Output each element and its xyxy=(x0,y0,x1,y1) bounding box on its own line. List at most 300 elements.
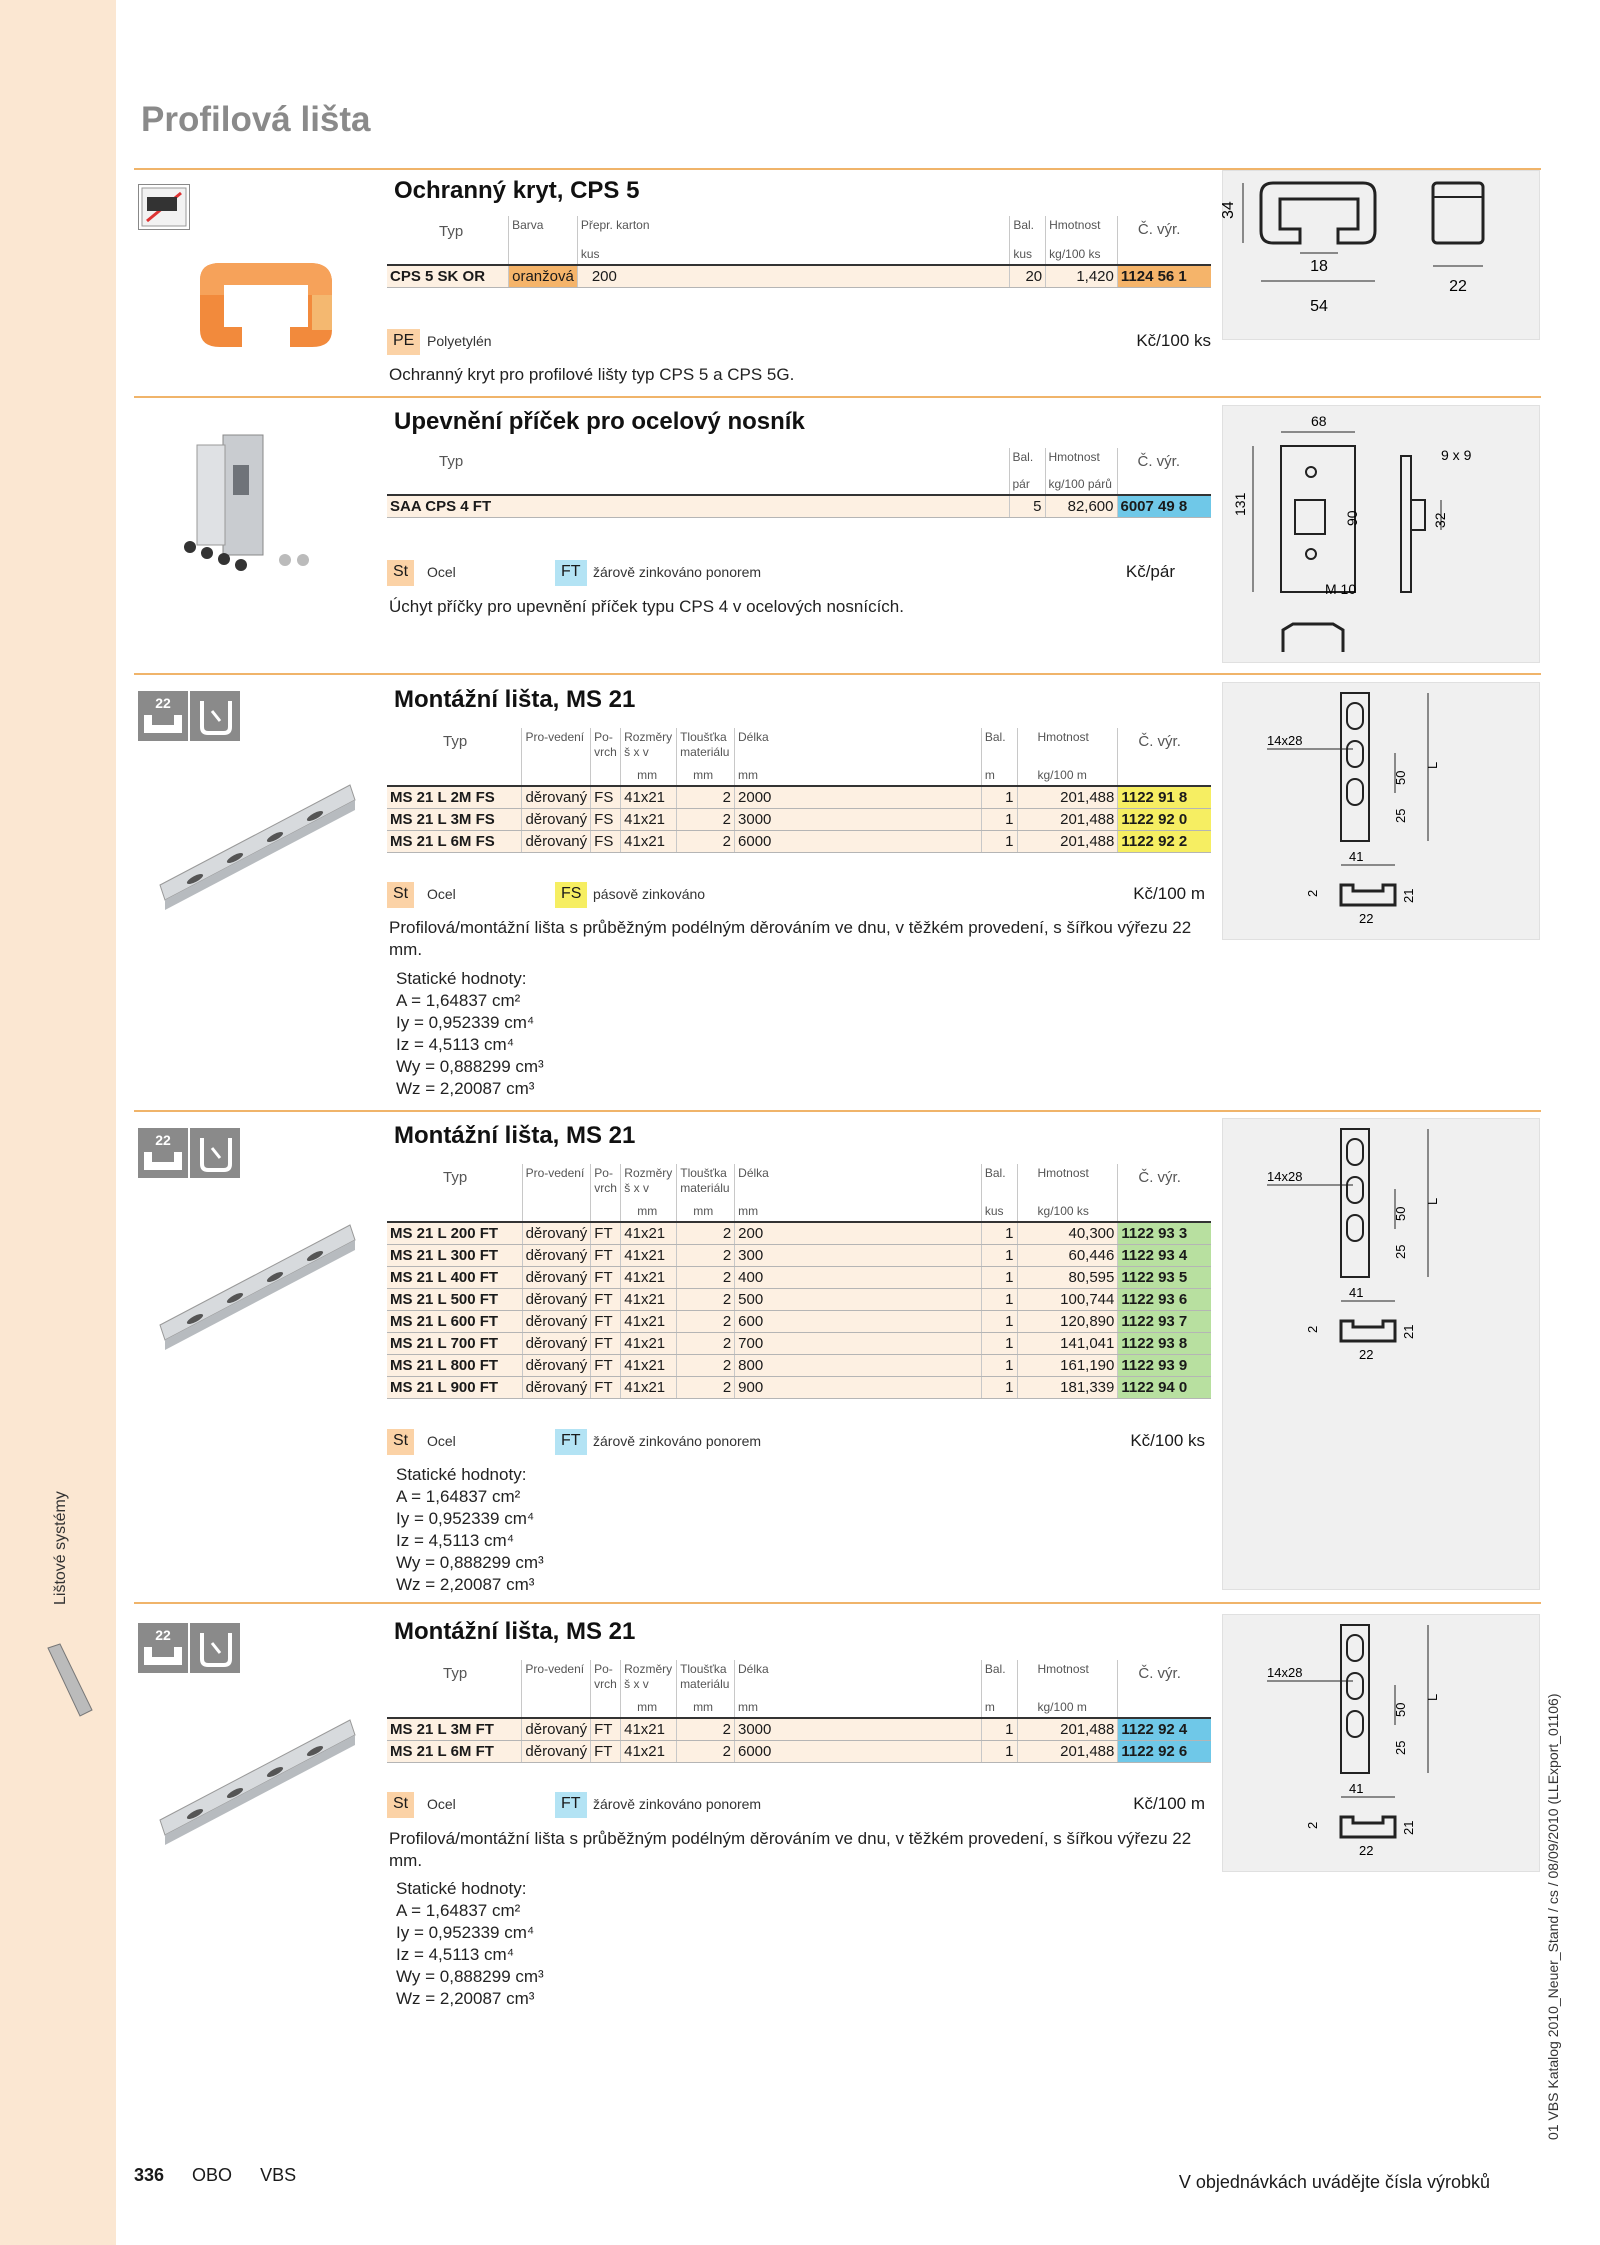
description: Profilová/montážní lišta s průběžným podélným děrováním ve dnu, v těžkém provedení, s šířkou výřezu 22 mm. xyxy=(389,918,1192,959)
product-photo-rail xyxy=(150,1215,360,1355)
cell-provedeni: děrovaný xyxy=(522,1740,591,1762)
cell-cislo: 1122 93 8 xyxy=(1118,1332,1211,1354)
col-header: Tloušťka materiálu xyxy=(677,1164,735,1198)
cell-typ: MS 21 L 3M FS xyxy=(387,808,522,830)
cell-delka: 3000 xyxy=(734,1718,981,1740)
static-values xyxy=(396,968,544,1100)
cell-rozmery: 41x21 xyxy=(621,1222,677,1244)
cell-hmotnost: 201,488 xyxy=(1017,1718,1118,1740)
col-header: Rozměry š x v xyxy=(621,1660,677,1694)
cell-delka: 400 xyxy=(735,1266,982,1288)
cell-rozmery: 41x21 xyxy=(621,1332,677,1354)
cell-typ: MS 21 L 400 FT xyxy=(387,1266,522,1288)
cell-hmotnost: 120,890 xyxy=(1017,1310,1118,1332)
col-header: Pro-vedení xyxy=(522,1164,591,1198)
cell-rozmery: 41x21 xyxy=(621,1244,677,1266)
cell-rozmery: 41x21 xyxy=(621,1310,677,1332)
dim-label: 9 x 9 xyxy=(1441,447,1472,463)
icon-label: 22 xyxy=(155,1627,171,1643)
col-header: Typ xyxy=(439,223,464,240)
cell-tloustka: 2 xyxy=(677,1718,735,1740)
cell-typ: MS 21 L 300 FT xyxy=(387,1244,522,1266)
cell-povrch: FT xyxy=(591,1354,621,1376)
unit-label: mm xyxy=(677,762,735,786)
finish-code: FT xyxy=(555,560,587,586)
cell-hmotnost: 1,420 xyxy=(1046,265,1118,287)
static-value: A = 1,64837 cm² xyxy=(396,1487,521,1506)
col-header: Typ xyxy=(439,453,464,470)
cell-typ: MS 21 L 500 FT xyxy=(387,1288,522,1310)
cell-cislo: 1122 93 4 xyxy=(1118,1244,1211,1266)
unit-label: mm xyxy=(621,1198,677,1222)
finish-name: pásově zinkováno xyxy=(593,886,706,902)
dim-label: 90 xyxy=(1344,510,1360,526)
cell-tloustka: 2 xyxy=(677,1222,735,1244)
finish-name: žárově zinkováno ponorem xyxy=(593,564,762,580)
cell-cislo: 1122 93 5 xyxy=(1118,1266,1211,1288)
table-row xyxy=(387,265,1211,287)
description: Ochranný kryt pro profilové lišty typ CPS 5 a CPS 5G. xyxy=(389,365,795,384)
cell-rozmery: 41x21 xyxy=(621,1354,677,1376)
cell-karton: 200 xyxy=(577,265,1009,287)
cell-provedeni: děrovaný xyxy=(522,1222,591,1244)
section-title: Upevnění příček pro ocelový nosník xyxy=(394,408,805,435)
finish-name: žárově zinkováno ponorem xyxy=(593,1796,762,1812)
col-header: Po-vrch xyxy=(591,1660,621,1694)
cell-tloustka: 2 xyxy=(677,1376,735,1398)
left-color-strip xyxy=(0,0,116,2245)
cell-rozmery: 41x21 xyxy=(621,808,677,830)
product-table xyxy=(387,216,1211,288)
price-unit: Kč/100 ks xyxy=(1130,1431,1205,1450)
table-row xyxy=(387,786,1211,808)
cell-delka: 2000 xyxy=(735,786,982,808)
static-value: Iz = 4,5113 cm⁴ xyxy=(396,1531,515,1550)
col-header: Bal. xyxy=(981,1660,1017,1694)
dim-label: 25 xyxy=(1393,1740,1408,1755)
dim-label: 50 xyxy=(1393,1702,1408,1717)
section-separator xyxy=(134,1110,1541,1112)
table-row xyxy=(387,830,1211,852)
cell-cislo: 1122 92 4 xyxy=(1118,1718,1211,1740)
static-values xyxy=(396,1878,544,2010)
dim-label: 41 xyxy=(1349,1781,1364,1796)
static-value: Wz = 2,20087 cm³ xyxy=(396,1575,535,1594)
cell-provedeni: děrovaný xyxy=(522,786,591,808)
dim-label: 41 xyxy=(1349,849,1364,864)
static-value: Wz = 2,20087 cm³ xyxy=(396,1989,535,2008)
cell-rozmery: 41x21 xyxy=(621,830,677,852)
cell-hmotnost: 201,488 xyxy=(1017,808,1118,830)
col-header: Tloušťka materiálu xyxy=(677,1660,735,1694)
static-value: Wy = 0,888299 cm³ xyxy=(396,1967,544,1986)
cell-povrch: FT xyxy=(591,1266,621,1288)
cell-typ: MS 21 L 900 FT xyxy=(387,1376,522,1398)
section-separator xyxy=(134,673,1541,675)
col-header: Bal. xyxy=(1010,216,1046,241)
product-photo-cps5 xyxy=(190,255,340,365)
dim-label: 25 xyxy=(1393,808,1408,823)
cell-bal: 1 xyxy=(981,1376,1017,1398)
col-header: Tloušťka materiálu xyxy=(677,728,735,762)
cell-bal: 1 xyxy=(981,1310,1017,1332)
col-header: Typ xyxy=(443,1169,468,1186)
col-header: Barva xyxy=(509,216,578,241)
cell-tloustka: 2 xyxy=(677,830,735,852)
cell-bal: 1 xyxy=(981,808,1017,830)
material-name: Polyetylén xyxy=(427,333,492,349)
static-value: Wy = 0,888299 cm³ xyxy=(396,1553,544,1572)
dim-label: 14x28 xyxy=(1267,1665,1303,1680)
cell-tloustka: 2 xyxy=(677,1266,735,1288)
cell-povrch: FT xyxy=(591,1332,621,1354)
cell-povrch: FT xyxy=(591,1718,621,1740)
technical-drawing-ms21 xyxy=(1222,1118,1540,1590)
cell-delka: 500 xyxy=(735,1288,982,1310)
cell-delka: 600 xyxy=(735,1310,982,1332)
cell-delka: 300 xyxy=(735,1244,982,1266)
cell-provedeni: děrovaný xyxy=(522,1376,591,1398)
material-name: Ocel xyxy=(427,886,456,902)
cell-provedeni: děrovaný xyxy=(522,830,591,852)
dim-label: 22 xyxy=(1359,1843,1374,1858)
table-row xyxy=(387,1740,1211,1762)
cell-typ: MS 21 L 200 FT xyxy=(387,1222,522,1244)
col-header: Typ xyxy=(443,733,468,750)
col-header: Hmotnost xyxy=(1017,1164,1118,1198)
technical-drawing-ms21 xyxy=(1222,1614,1540,1872)
cell-cislo: 6007 49 8 xyxy=(1117,495,1211,517)
table-row xyxy=(387,1718,1211,1740)
cell-typ: MS 21 L 2M FS xyxy=(387,786,522,808)
page-number: 336 xyxy=(134,2165,165,2185)
col-header: Po-vrch xyxy=(591,1164,621,1198)
cell-bal: 1 xyxy=(981,1288,1017,1310)
unit-label: mm xyxy=(677,1694,735,1718)
dim-label: 50 xyxy=(1393,770,1408,785)
static-value: A = 1,64837 cm² xyxy=(396,1901,521,1920)
cell-cislo: 1122 94 0 xyxy=(1118,1376,1211,1398)
static-value: Wz = 2,20087 cm³ xyxy=(396,1079,535,1098)
dim-label: 21 xyxy=(1401,888,1416,903)
table-row xyxy=(387,808,1211,830)
col-header: Pro-vedení xyxy=(522,1660,591,1694)
table-row xyxy=(387,1288,1211,1310)
static-value: A = 1,64837 cm² xyxy=(396,991,521,1010)
col-header: Délka xyxy=(735,728,982,762)
cell-typ: SAA CPS 4 FT xyxy=(387,495,1009,517)
product-photo-rail xyxy=(150,775,360,915)
table-row xyxy=(387,1222,1211,1244)
material-name: Ocel xyxy=(427,1433,456,1449)
cell-bal: 20 xyxy=(1010,265,1046,287)
dim-label: 14x28 xyxy=(1267,733,1303,748)
cell-povrch: FT xyxy=(591,1740,621,1762)
cell-provedeni: děrovaný xyxy=(522,1266,591,1288)
bracket-icon xyxy=(190,1128,240,1178)
col-header: Č. výr. xyxy=(1118,1164,1211,1198)
cell-typ: MS 21 L 6M FS xyxy=(387,830,522,852)
cell-provedeni: děrovaný xyxy=(522,1354,591,1376)
cell-povrch: FS xyxy=(591,808,621,830)
material-line xyxy=(387,878,1211,912)
product-table xyxy=(387,448,1211,518)
cell-povrch: FT xyxy=(591,1310,621,1332)
material-line xyxy=(387,1788,1211,1822)
profile-icon xyxy=(138,1128,188,1178)
cell-typ: CPS 5 SK OR xyxy=(387,265,509,287)
profile-icon xyxy=(138,691,188,741)
product-table xyxy=(387,1660,1211,1763)
unit-label: kg/100 ks xyxy=(1046,241,1118,265)
dim-label: 18 xyxy=(1310,258,1328,275)
static-value: Iz = 4,5113 cm⁴ xyxy=(396,1945,515,1964)
cell-cislo: 1122 93 7 xyxy=(1118,1310,1211,1332)
footer-brand: OBO xyxy=(192,2165,233,2185)
unit-label: kg/100 párů xyxy=(1045,471,1117,495)
dim-label: L xyxy=(1425,761,1440,769)
cell-rozmery: 41x21 xyxy=(621,1288,677,1310)
col-header: Hmotnost xyxy=(1017,1660,1118,1694)
cell-provedeni: děrovaný xyxy=(522,1310,591,1332)
material-code: St xyxy=(387,1792,414,1818)
unit-label: kus xyxy=(981,1198,1017,1222)
col-header: Pro-vedení xyxy=(522,728,591,762)
col-header: Po-vrch xyxy=(591,728,621,762)
static-values xyxy=(396,1464,544,1596)
unit-label: mm xyxy=(621,1694,677,1718)
cell-typ: MS 21 L 3M FT xyxy=(387,1718,522,1740)
finish-code: FS xyxy=(555,882,587,908)
section-title: Montážní lišta, MS 21 xyxy=(394,1122,636,1149)
cell-delka: 6000 xyxy=(735,830,982,852)
description: Úchyt příčky pro upevnění příček typu CPS 4 v ocelových nosnících. xyxy=(389,597,904,616)
cell-provedeni: děrovaný xyxy=(522,808,591,830)
material-line xyxy=(387,1425,1211,1459)
dim-label: 14x28 xyxy=(1267,1169,1303,1184)
cell-hmotnost: 82,600 xyxy=(1045,495,1117,517)
section-title: Ochranný kryt, CPS 5 xyxy=(394,177,640,204)
cell-provedeni: děrovaný xyxy=(522,1332,591,1354)
table-row xyxy=(387,1310,1211,1332)
bracket-icon xyxy=(190,1623,240,1673)
price-unit: Kč/100 m xyxy=(1133,1794,1205,1813)
static-title: Statické hodnoty: xyxy=(396,1879,527,1898)
product-photo-rail xyxy=(150,1710,360,1850)
cell-bal: 1 xyxy=(981,1354,1017,1376)
unit-label: kg/100 m xyxy=(1017,1694,1118,1718)
static-value: Iy = 0,952339 cm⁴ xyxy=(396,1923,535,1942)
cell-hmotnost: 161,190 xyxy=(1017,1354,1118,1376)
dim-label: 34 xyxy=(1220,201,1237,219)
col-header: Délka xyxy=(735,1164,982,1198)
col-header: Č. výr. xyxy=(1117,216,1211,241)
cell-delka: 800 xyxy=(735,1354,982,1376)
vertical-footer: 01 VBS Katalog 2010_Neuer_Stand / cs / 08/09/2010 (LLExport_01106) xyxy=(1545,1693,1561,2140)
static-value: Iy = 0,952339 cm⁴ xyxy=(396,1013,535,1032)
static-title: Statické hodnoty: xyxy=(396,1465,527,1484)
cell-tloustka: 2 xyxy=(677,808,735,830)
cell-povrch: FT xyxy=(591,1222,621,1244)
unit-label: mm xyxy=(735,762,982,786)
cell-rozmery: 41x21 xyxy=(621,1376,677,1398)
col-header: Bal. xyxy=(981,728,1017,762)
unit-label: kus xyxy=(1010,241,1046,265)
static-value: Wy = 0,888299 cm³ xyxy=(396,1057,544,1076)
sidebar-label: Lištové systémy xyxy=(52,1491,69,1605)
material-code: St xyxy=(387,560,414,586)
cell-hmotnost: 80,595 xyxy=(1017,1266,1118,1288)
halogen-free-icon xyxy=(138,184,190,230)
bracket-icon xyxy=(190,691,240,741)
product-table xyxy=(387,1164,1211,1399)
dim-label: 54 xyxy=(1310,298,1328,315)
static-value: Iz = 4,5113 cm⁴ xyxy=(396,1035,515,1054)
dim-label: L xyxy=(1425,1693,1440,1701)
cell-rozmery: 41x21 xyxy=(621,1740,677,1762)
cell-cislo: 1122 91 8 xyxy=(1118,786,1211,808)
table-row xyxy=(387,1354,1211,1376)
static-title: Statické hodnoty: xyxy=(396,969,527,988)
cell-typ: MS 21 L 6M FT xyxy=(387,1740,522,1762)
cell-povrch: FS xyxy=(591,786,621,808)
cell-bal: 1 xyxy=(981,830,1017,852)
col-header: Bal. xyxy=(981,1164,1017,1198)
unit-label: m xyxy=(981,1694,1017,1718)
dim-label: L xyxy=(1425,1197,1440,1205)
dim-label: 21 xyxy=(1401,1820,1416,1835)
col-header: Hmotnost xyxy=(1017,728,1118,762)
section-title: Montážní lišta, MS 21 xyxy=(394,686,636,713)
dim-label: 32 xyxy=(1432,512,1448,528)
dim-label: 68 xyxy=(1311,413,1327,429)
dim-label: 22 xyxy=(1359,1347,1374,1362)
technical-drawing-ms21 xyxy=(1222,682,1540,940)
cell-povrch: FT xyxy=(591,1244,621,1266)
technical-drawing-cps5 xyxy=(1222,170,1540,340)
dim-label: 2 xyxy=(1305,889,1320,897)
unit-label: mm xyxy=(677,1198,735,1222)
cell-provedeni: děrovaný xyxy=(522,1288,591,1310)
cell-provedeni: děrovaný xyxy=(522,1244,591,1266)
finish-code: FT xyxy=(555,1792,587,1818)
cell-povrch: FS xyxy=(591,830,621,852)
cell-rozmery: 41x21 xyxy=(621,1718,677,1740)
material-line xyxy=(387,325,1211,359)
cell-cislo: 1122 92 0 xyxy=(1118,808,1211,830)
col-header: Hmotnost xyxy=(1046,216,1118,241)
footer-series: VBS xyxy=(260,2165,297,2185)
description: Profilová/montážní lišta s průběžným podélným děrováním ve dnu, v těžkém provedení, s šířkou výřezu 22 mm. xyxy=(389,1829,1192,1870)
cell-bal: 1 xyxy=(981,786,1017,808)
col-header: Délka xyxy=(734,1660,981,1694)
cell-tloustka: 2 xyxy=(677,1354,735,1376)
cell-tloustka: 2 xyxy=(677,1332,735,1354)
table-row xyxy=(387,495,1211,517)
page-title: Profilová lišta xyxy=(141,100,371,139)
col-header: Č. výr. xyxy=(1117,448,1211,471)
col-header: Bal. xyxy=(1009,448,1045,471)
cell-hmotnost: 181,339 xyxy=(1017,1376,1118,1398)
finish-code: FT xyxy=(555,1429,587,1455)
unit-label: pár xyxy=(1009,471,1045,495)
table-row xyxy=(387,1244,1211,1266)
cell-tloustka: 2 xyxy=(677,1288,735,1310)
price-unit: Kč/100 m xyxy=(1133,884,1205,903)
dim-label: 2 xyxy=(1305,1325,1320,1333)
dim-label: 25 xyxy=(1393,1244,1408,1259)
dim-label: 41 xyxy=(1349,1285,1364,1300)
cell-cislo: 1122 92 2 xyxy=(1118,830,1211,852)
cell-cislo: 1122 92 6 xyxy=(1118,1740,1211,1762)
col-header: Č. výr. xyxy=(1118,728,1211,762)
profile-icon xyxy=(138,1623,188,1673)
cell-delka: 3000 xyxy=(735,808,982,830)
col-header: Rozměry š x v xyxy=(621,1164,677,1198)
cell-hmotnost: 40,300 xyxy=(1017,1222,1118,1244)
material-name: Ocel xyxy=(427,564,456,580)
material-line xyxy=(387,556,1211,590)
unit-label: m xyxy=(981,762,1017,786)
cell-cislo: 1124 56 1 xyxy=(1117,265,1211,287)
cell-hmotnost: 60,446 xyxy=(1017,1244,1118,1266)
cell-rozmery: 41x21 xyxy=(621,786,677,808)
dim-label: 131 xyxy=(1232,492,1248,516)
cell-cislo: 1122 93 3 xyxy=(1118,1222,1211,1244)
unit-label: kg/100 m xyxy=(1017,762,1118,786)
product-photo-saa xyxy=(175,425,335,585)
cell-cislo: 1122 93 9 xyxy=(1118,1354,1211,1376)
cell-bal: 1 xyxy=(981,1266,1017,1288)
technical-drawing-saa xyxy=(1222,405,1540,663)
cell-typ: MS 21 L 800 FT xyxy=(387,1354,522,1376)
price-unit: Kč/pár xyxy=(1125,562,1175,581)
price-unit: Kč/100 ks xyxy=(1136,331,1211,350)
cell-bal: 1 xyxy=(981,1222,1017,1244)
col-header: Hmotnost xyxy=(1045,448,1117,471)
dim-label: 21 xyxy=(1401,1324,1416,1339)
cell-tloustka: 2 xyxy=(677,1244,735,1266)
cell-hmotnost: 201,488 xyxy=(1017,786,1118,808)
dim-label: 2 xyxy=(1305,1821,1320,1829)
dim-label: 50 xyxy=(1393,1206,1408,1221)
material-code: PE xyxy=(387,329,420,355)
cell-provedeni: děrovaný xyxy=(522,1718,591,1740)
footer-note: V objednávkách uvádějte čísla výrobků xyxy=(1178,2172,1490,2192)
unit-label: mm xyxy=(734,1694,981,1718)
static-value: Iy = 0,952339 cm⁴ xyxy=(396,1509,535,1528)
cell-barva: oranžová xyxy=(509,265,578,287)
col-header: Č. výr. xyxy=(1118,1660,1211,1694)
section-separator xyxy=(134,1602,1541,1604)
cell-hmotnost: 141,041 xyxy=(1017,1332,1118,1354)
icon-label: 22 xyxy=(155,695,171,711)
footer-left xyxy=(134,2165,324,2186)
cell-hmotnost: 201,488 xyxy=(1017,830,1118,852)
table-row xyxy=(387,1266,1211,1288)
material-name: Ocel xyxy=(427,1796,456,1812)
cell-tloustka: 2 xyxy=(677,1740,735,1762)
dim-label: M 10 xyxy=(1325,581,1357,597)
icon-label: 22 xyxy=(155,1132,171,1148)
section-title: Montážní lišta, MS 21 xyxy=(394,1618,636,1645)
col-header: Přepr. karton xyxy=(577,216,1009,241)
section-separator xyxy=(134,396,1541,398)
cell-hmotnost: 100,744 xyxy=(1017,1288,1118,1310)
cell-delka: 6000 xyxy=(734,1740,981,1762)
cell-bal: 5 xyxy=(1009,495,1045,517)
cell-bal: 1 xyxy=(981,1718,1017,1740)
